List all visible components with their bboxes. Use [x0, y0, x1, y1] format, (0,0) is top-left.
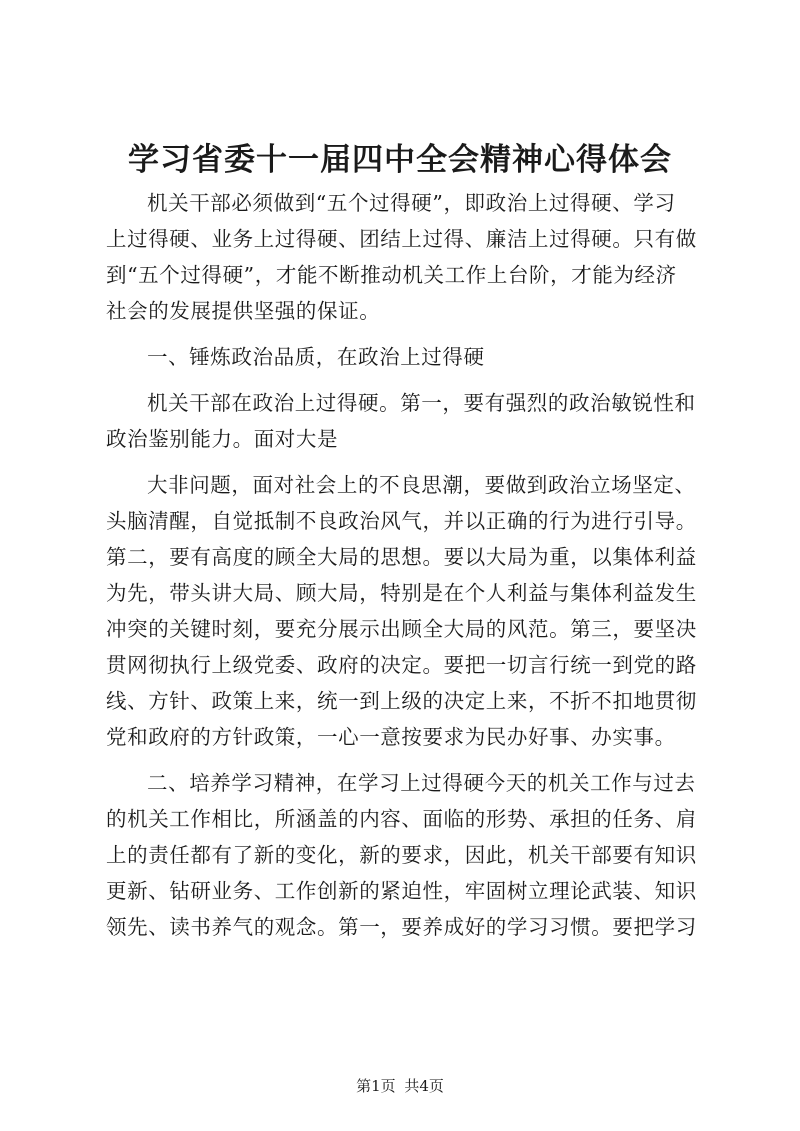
paragraph-line: 贯网彻执行上级党委、政府的决定。要把一切言行统一到党的路 [106, 653, 697, 677]
paragraph-line: 政治鉴别能力。面对大是 [106, 427, 339, 451]
paragraph-line: 第二，要有高度的顾全大局的思想。要以大局为重，以集体利益 [106, 545, 697, 569]
paragraph-line: 冲突的关键时刻，要充分展示出顾全大局的风范。第三，要坚决 [106, 617, 697, 641]
paragraph-line: 上过得硬、业务上过得硬、团结上过得、廉洁上过得硬。只有做 [106, 227, 697, 251]
paragraph-line: 上的责任都有了新的变化，新的要求，因此，机关干部要有知识 [106, 843, 697, 867]
paragraph-line: 机关干部在政治上过得硬。第一，要有强烈的政治敏锐性和 [147, 391, 696, 415]
paragraph-line: 到“五个过得硬”，才能不断推动机关工作上台阶，才能为经济 [106, 263, 677, 287]
page-footer [0, 1076, 800, 1096]
paragraph-line: 领先、读书养气的观念。第一，要养成好的学习习惯。要把学习 [106, 915, 697, 939]
section-heading: 一、锤炼政治品质，在政治上过得硬 [147, 345, 485, 369]
page-total: 共4页 [404, 1077, 444, 1095]
paragraph-line: 党和政府的方针政策，一心一意按要求为民办好事、办实事。 [106, 725, 676, 749]
section-heading: 二、培养学习精神，在学习上过得硬今天的机关工作与过去 [147, 771, 696, 795]
document-body [106, 185, 706, 945]
paragraph-line: 的机关工作相比，所涵盖的内容、面临的形势、承担的任务、肩 [106, 807, 697, 831]
page-number: 第1页 [356, 1077, 396, 1095]
paragraph-line: 社会的发展提供坚强的保证。 [106, 299, 381, 323]
document-title: 学习省委十一届四中全会精神心得体会 [128, 142, 672, 178]
paragraph-line: 线、方针、政策上来，统一到上级的决定上来，不折不扣地贯彻 [106, 689, 697, 713]
paragraph-line: 机关干部必须做到“五个过得硬”，即政治上过得硬、学习 [147, 191, 676, 215]
paragraph-line: 头脑清醒，自觉抵制不良政治风气，并以正确的行为进行引导。 [106, 509, 697, 533]
paragraph-line: 为先，带头讲大局、顾大局，特别是在个人利益与集体利益发生 [106, 581, 697, 605]
paragraph-line: 更新、钻研业务、工作创新的紧迫性，牢固树立理论武装、知识 [106, 879, 697, 903]
paragraph-line: 大非问题，面对社会上的不良思潮，要做到政治立场坚定、 [147, 473, 696, 497]
